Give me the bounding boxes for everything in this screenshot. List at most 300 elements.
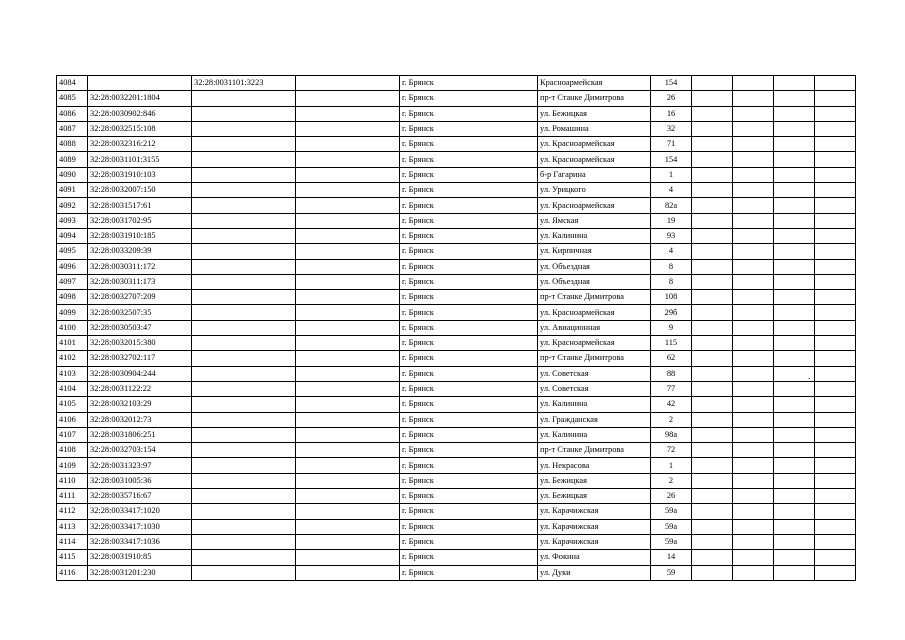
house-number-cell: 1: [651, 458, 692, 473]
empty-cell: [692, 76, 733, 91]
row-number-cell: 4105: [57, 397, 88, 412]
empty-cell: [815, 397, 856, 412]
empty-cell: [815, 366, 856, 381]
empty-cell: [815, 137, 856, 152]
table-row: [57, 320, 856, 335]
table-row: [57, 504, 856, 519]
city-cell: г. Брянск: [400, 320, 538, 335]
blank-cell: [296, 167, 400, 182]
row-number-cell: 4116: [57, 565, 88, 580]
city-cell: г. Брянск: [400, 565, 538, 580]
house-number-cell: 59а: [651, 519, 692, 534]
cadastral-number-cell: 32:28:0031517:61: [88, 198, 192, 213]
empty-cell: [692, 397, 733, 412]
blank-cell: [296, 366, 400, 381]
cadastral-number-alt-cell: [192, 259, 296, 274]
street-cell: ул. Карачижская: [538, 504, 651, 519]
cadastral-number-cell: 32:28:0032707:209: [88, 290, 192, 305]
table-body: [57, 76, 856, 581]
blank-cell: [296, 274, 400, 289]
street-cell: ул. Калинина: [538, 397, 651, 412]
city-cell: г. Брянск: [400, 519, 538, 534]
house-number-cell: 62: [651, 351, 692, 366]
empty-cell: [692, 519, 733, 534]
empty-cell: [692, 427, 733, 442]
empty-cell: [733, 534, 774, 549]
cadastral-number-cell: 32:28:0030902:846: [88, 106, 192, 121]
house-number-cell: 8: [651, 259, 692, 274]
empty-cell: [774, 381, 815, 396]
street-cell: ул. Красноармейская: [538, 152, 651, 167]
cadastral-number-alt-cell: [192, 381, 296, 396]
house-number-cell: 72: [651, 443, 692, 458]
empty-cell: [733, 473, 774, 488]
empty-cell: [733, 305, 774, 320]
table-row: [57, 213, 856, 228]
row-number-cell: 4085: [57, 91, 88, 106]
house-number-cell: 59а: [651, 504, 692, 519]
empty-cell: [692, 565, 733, 580]
empty-cell: [815, 259, 856, 274]
row-number-cell: 4108: [57, 443, 88, 458]
city-cell: г. Брянск: [400, 152, 538, 167]
empty-cell: [692, 183, 733, 198]
cadastral-number-cell: 32:28:0033417:1020: [88, 504, 192, 519]
blank-cell: [296, 290, 400, 305]
house-number-cell: 29б: [651, 305, 692, 320]
table-row: [57, 106, 856, 121]
street-cell: ул. Красноармейская: [538, 137, 651, 152]
empty-cell: [692, 137, 733, 152]
row-number-cell: 4091: [57, 183, 88, 198]
street-cell: ул. Ромашина: [538, 121, 651, 136]
empty-cell: [692, 534, 733, 549]
empty-cell: [774, 412, 815, 427]
empty-cell: [733, 336, 774, 351]
empty-cell: [733, 152, 774, 167]
empty-cell: [733, 427, 774, 442]
city-cell: г. Брянск: [400, 290, 538, 305]
empty-cell: [774, 183, 815, 198]
cadastral-number-cell: 32:28:0032201:1804: [88, 91, 192, 106]
city-cell: г. Брянск: [400, 106, 538, 121]
city-cell: г. Брянск: [400, 183, 538, 198]
street-cell: ул. Гражданская: [538, 412, 651, 427]
cadastral-number-cell: 32:28:0030904:244: [88, 366, 192, 381]
table-row: [57, 366, 856, 381]
house-number-cell: 154: [651, 152, 692, 167]
city-cell: г. Брянск: [400, 91, 538, 106]
empty-cell: [733, 91, 774, 106]
house-number-cell: 26: [651, 489, 692, 504]
city-cell: г. Брянск: [400, 458, 538, 473]
empty-cell: [733, 183, 774, 198]
cadastral-number-cell: 32:28:0030503:47: [88, 320, 192, 335]
table-row: [57, 121, 856, 136]
row-number-cell: 4104: [57, 381, 88, 396]
street-cell: ул. Красноармейская: [538, 336, 651, 351]
empty-cell: [815, 443, 856, 458]
row-number-cell: 4103: [57, 366, 88, 381]
empty-cell: [692, 213, 733, 228]
empty-cell: [733, 137, 774, 152]
row-number-cell: 4095: [57, 244, 88, 259]
cadastral-number-cell: 32:28:0033417:1036: [88, 534, 192, 549]
house-number-cell: 8: [651, 274, 692, 289]
row-number-cell: 4094: [57, 228, 88, 243]
blank-cell: [296, 397, 400, 412]
empty-cell: [692, 473, 733, 488]
empty-cell: [815, 167, 856, 182]
street-cell: ул. Дуки: [538, 565, 651, 580]
row-number-cell: 4096: [57, 259, 88, 274]
empty-cell: [692, 366, 733, 381]
empty-cell: [774, 397, 815, 412]
blank-cell: [296, 137, 400, 152]
empty-cell: [692, 106, 733, 121]
empty-cell: [692, 381, 733, 396]
cadastral-number-alt-cell: [192, 336, 296, 351]
city-cell: г. Брянск: [400, 443, 538, 458]
empty-cell: [692, 550, 733, 565]
street-cell: пр-т Станке Димитрова: [538, 91, 651, 106]
empty-cell: [692, 351, 733, 366]
blank-cell: [296, 213, 400, 228]
empty-cell: [815, 274, 856, 289]
cadastral-number-cell: 32:28:0032316:212: [88, 137, 192, 152]
cadastral-number-alt-cell: [192, 305, 296, 320]
house-number-cell: 108: [651, 290, 692, 305]
empty-cell: [774, 167, 815, 182]
cadastral-number-alt-cell: [192, 504, 296, 519]
blank-cell: [296, 106, 400, 121]
empty-cell: [774, 336, 815, 351]
city-cell: г. Брянск: [400, 137, 538, 152]
table-row: [57, 427, 856, 442]
empty-cell: [733, 106, 774, 121]
cadastral-number-cell: 32:28:0031005:36: [88, 473, 192, 488]
house-number-cell: 93: [651, 228, 692, 243]
cadastral-number-alt-cell: [192, 106, 296, 121]
cadastral-number-alt-cell: [192, 320, 296, 335]
blank-cell: [296, 473, 400, 488]
cadastral-number-alt-cell: [192, 137, 296, 152]
empty-cell: [815, 550, 856, 565]
row-number-cell: 4113: [57, 519, 88, 534]
empty-cell: [815, 458, 856, 473]
cadastral-number-cell: 32:28:0031806:251: [88, 427, 192, 442]
street-cell: б-р Гагарина: [538, 167, 651, 182]
cadastral-number-alt-cell: [192, 351, 296, 366]
table-row: [57, 397, 856, 412]
empty-cell: [733, 244, 774, 259]
house-number-cell: 59: [651, 565, 692, 580]
empty-cell: [774, 274, 815, 289]
empty-cell: [692, 443, 733, 458]
empty-cell: [815, 213, 856, 228]
cadastral-number-alt-cell: [192, 167, 296, 182]
empty-cell: [774, 458, 815, 473]
empty-cell: [815, 152, 856, 167]
street-cell: ул. Карачижская: [538, 534, 651, 549]
cadastral-number-cell: 32:28:0031702:95: [88, 213, 192, 228]
empty-cell: [815, 504, 856, 519]
cadastral-number-cell: 32:28:0031201:230: [88, 565, 192, 580]
row-number-cell: 4101: [57, 336, 88, 351]
empty-cell: [774, 76, 815, 91]
cadastral-number-cell: 32:28:0032103:29: [88, 397, 192, 412]
city-cell: г. Брянск: [400, 397, 538, 412]
cadastral-number-alt-cell: [192, 152, 296, 167]
blank-cell: [296, 504, 400, 519]
row-number-cell: 4084: [57, 76, 88, 91]
house-number-cell: 115: [651, 336, 692, 351]
empty-cell: [774, 565, 815, 580]
row-number-cell: 4110: [57, 473, 88, 488]
cadastral-number-cell: 32:28:0031910:85: [88, 550, 192, 565]
cadastral-number-cell: 32:28:0031122:22: [88, 381, 192, 396]
blank-cell: [296, 228, 400, 243]
blank-cell: [296, 427, 400, 442]
cadastral-number-cell: 32:28:0031910:103: [88, 167, 192, 182]
cadastral-number-alt-cell: [192, 244, 296, 259]
cadastral-number-cell: 32:28:0032703:154: [88, 443, 192, 458]
blank-cell: [296, 91, 400, 106]
empty-cell: [815, 412, 856, 427]
house-number-cell: 71: [651, 137, 692, 152]
city-cell: г. Брянск: [400, 167, 538, 182]
empty-cell: [692, 228, 733, 243]
empty-cell: [692, 504, 733, 519]
table-row: [57, 244, 856, 259]
row-number-cell: 4109: [57, 458, 88, 473]
row-number-cell: 4086: [57, 106, 88, 121]
empty-cell: [733, 519, 774, 534]
empty-cell: [774, 489, 815, 504]
empty-cell: [733, 228, 774, 243]
street-cell: ул. Калинина: [538, 427, 651, 442]
table-row: [57, 152, 856, 167]
street-cell: Красноармейская: [538, 76, 651, 91]
empty-cell: [774, 259, 815, 274]
row-number-cell: 4087: [57, 121, 88, 136]
cadastral-number-alt-cell: [192, 366, 296, 381]
street-cell: пр-т Станке Димитрова: [538, 290, 651, 305]
cadastral-number-cell: 32:28:0035716:67: [88, 489, 192, 504]
empty-cell: [733, 167, 774, 182]
cadastral-number-alt-cell: [192, 91, 296, 106]
blank-cell: [296, 351, 400, 366]
table-row: [57, 412, 856, 427]
cadastral-number-cell: 32:28:0031101:3155: [88, 152, 192, 167]
cadastral-number-alt-cell: [192, 274, 296, 289]
row-number-cell: 4107: [57, 427, 88, 442]
cadastral-number-alt-cell: [192, 183, 296, 198]
empty-cell: [733, 366, 774, 381]
street-cell: ул. Объездная: [538, 259, 651, 274]
city-cell: г. Брянск: [400, 504, 538, 519]
street-cell: ул. Бежицкая: [538, 106, 651, 121]
cadastral-number-alt-cell: [192, 534, 296, 549]
cadastral-number-cell: 32:28:0031323:97: [88, 458, 192, 473]
city-cell: г. Брянск: [400, 489, 538, 504]
city-cell: г. Брянск: [400, 336, 538, 351]
empty-cell: [733, 320, 774, 335]
empty-cell: [815, 519, 856, 534]
table-row: [57, 550, 856, 565]
row-number-cell: 4089: [57, 152, 88, 167]
house-number-cell: 32: [651, 121, 692, 136]
cadastral-number-alt-cell: [192, 412, 296, 427]
row-number-cell: 4111: [57, 489, 88, 504]
city-cell: г. Брянск: [400, 305, 538, 320]
house-number-cell: 14: [651, 550, 692, 565]
row-number-cell: 4102: [57, 351, 88, 366]
empty-cell: [815, 427, 856, 442]
city-cell: г. Брянск: [400, 427, 538, 442]
cadastral-number-alt-cell: [192, 458, 296, 473]
cadastral-number-cell: 32:28:0032007:150: [88, 183, 192, 198]
empty-cell: [815, 489, 856, 504]
blank-cell: [296, 489, 400, 504]
blank-cell: [296, 550, 400, 565]
house-number-cell: 16: [651, 106, 692, 121]
row-number-cell: 4100: [57, 320, 88, 335]
street-cell: ул. Бежицкая: [538, 489, 651, 504]
city-cell: г. Брянск: [400, 198, 538, 213]
city-cell: г. Брянск: [400, 381, 538, 396]
cadastral-number-alt-cell: [192, 565, 296, 580]
cadastral-number-cell: 32:28:0030311:173: [88, 274, 192, 289]
blank-cell: [296, 565, 400, 580]
empty-cell: [774, 198, 815, 213]
empty-cell: [733, 351, 774, 366]
empty-cell: [733, 397, 774, 412]
empty-cell: [774, 550, 815, 565]
empty-cell: [815, 320, 856, 335]
cadastral-number-cell: 32:28:0031910:185: [88, 228, 192, 243]
blank-cell: [296, 458, 400, 473]
cadastral-number-alt-cell: [192, 443, 296, 458]
table-row: [57, 259, 856, 274]
cadastral-number-alt-cell: [192, 290, 296, 305]
cadastral-number-alt-cell: [192, 228, 296, 243]
empty-cell: [815, 305, 856, 320]
empty-cell: [692, 121, 733, 136]
street-cell: ул. Карачижская: [538, 519, 651, 534]
cadastral-number-cell: 32:28:0032507:35: [88, 305, 192, 320]
table-row: [57, 534, 856, 549]
empty-cell: [774, 228, 815, 243]
records-table: [56, 75, 856, 581]
empty-cell: [774, 504, 815, 519]
table-row: [57, 228, 856, 243]
cadastral-number-alt-cell: [192, 550, 296, 565]
house-number-cell: 4: [651, 244, 692, 259]
cadastral-number-alt-cell: [192, 519, 296, 534]
street-cell: пр-т Станке Димитрова: [538, 351, 651, 366]
empty-cell: [733, 121, 774, 136]
empty-cell: [774, 106, 815, 121]
street-cell: ул. Бежицкая: [538, 473, 651, 488]
empty-cell: [692, 336, 733, 351]
house-number-cell: 2: [651, 473, 692, 488]
empty-cell: [692, 489, 733, 504]
row-number-cell: 4097: [57, 274, 88, 289]
house-number-cell: 77: [651, 381, 692, 396]
cadastral-number-cell: 32:28:0032515:108: [88, 121, 192, 136]
cadastral-number-cell: [88, 76, 192, 91]
empty-cell: [774, 473, 815, 488]
blank-cell: [296, 244, 400, 259]
house-number-cell: 59а: [651, 534, 692, 549]
city-cell: г. Брянск: [400, 366, 538, 381]
house-number-cell: 4: [651, 183, 692, 198]
house-number-cell: 98а: [651, 427, 692, 442]
empty-cell: [815, 473, 856, 488]
table-row: [57, 198, 856, 213]
stray-mark: .: [808, 371, 811, 381]
blank-cell: [296, 259, 400, 274]
empty-cell: [733, 290, 774, 305]
empty-cell: [774, 351, 815, 366]
empty-cell: [733, 412, 774, 427]
blank-cell: [296, 152, 400, 167]
empty-cell: [774, 137, 815, 152]
city-cell: г. Брянск: [400, 244, 538, 259]
empty-cell: [733, 458, 774, 473]
empty-cell: [692, 305, 733, 320]
empty-cell: [733, 550, 774, 565]
cadastral-number-alt-cell: [192, 473, 296, 488]
table-row: [57, 458, 856, 473]
table-row: [57, 183, 856, 198]
cadastral-number-alt-cell: 32:28:0031101:3223: [192, 76, 296, 91]
row-number-cell: 4092: [57, 198, 88, 213]
empty-cell: [692, 458, 733, 473]
street-cell: ул. Советская: [538, 381, 651, 396]
street-cell: ул. Советская: [538, 366, 651, 381]
empty-cell: [733, 259, 774, 274]
empty-cell: [815, 565, 856, 580]
row-number-cell: 4112: [57, 504, 88, 519]
empty-cell: [733, 274, 774, 289]
empty-cell: [692, 198, 733, 213]
house-number-cell: 2: [651, 412, 692, 427]
empty-cell: [815, 244, 856, 259]
street-cell: ул. Фокина: [538, 550, 651, 565]
blank-cell: [296, 443, 400, 458]
table-row: [57, 91, 856, 106]
blank-cell: [296, 305, 400, 320]
blank-cell: [296, 519, 400, 534]
table-row: [57, 443, 856, 458]
cadastral-number-alt-cell: [192, 121, 296, 136]
cadastral-number-alt-cell: [192, 397, 296, 412]
empty-cell: [692, 244, 733, 259]
house-number-cell: 1: [651, 167, 692, 182]
row-number-cell: 4114: [57, 534, 88, 549]
city-cell: г. Брянск: [400, 228, 538, 243]
empty-cell: [733, 489, 774, 504]
cadastral-number-cell: 32:28:0033209:39: [88, 244, 192, 259]
house-number-cell: 9: [651, 320, 692, 335]
city-cell: г. Брянск: [400, 121, 538, 136]
city-cell: г. Брянск: [400, 213, 538, 228]
cadastral-number-alt-cell: [192, 198, 296, 213]
row-number-cell: 4090: [57, 167, 88, 182]
empty-cell: [815, 183, 856, 198]
